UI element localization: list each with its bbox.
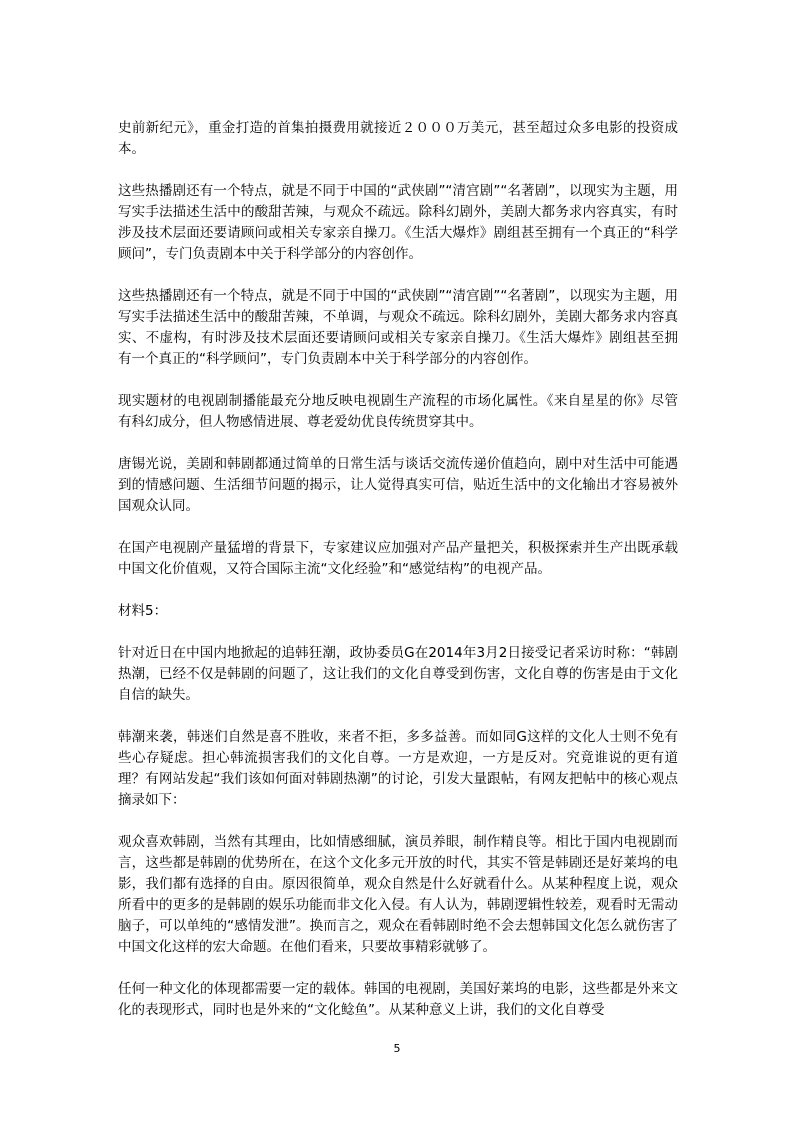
- paragraph: 观众喜欢韩剧，当然有其理由，比如情感细腻，演员养眼，制作精良等。相比于国内电视剧而言，这些都是韩剧的优势所在，在这个文化多元开放的时代，其实不管是韩剧还是好莱坞的电影，我们都有选择的自由。原因很简单，观众自然是什么好就看什么。从某种程度上说，观众所看中的更多的是韩剧的娱乐功能而非文化入侵。有人认为，韩剧逻辑性较差，观看时无需动脑子，可以单纯的“感情发泄”。换而言之，观众在看韩剧时绝不会去想韩国文化怎么就伤害了中国文化这样的宏大命题。在他们看来，只要故事精彩就够了。: [118, 834, 678, 955]
- paragraph: 任何一种文化的体现都需要一定的载体。韩国的电视剧，美国好莱坞的电影，这些都是外来文化的表现形式，同时也是外来的“文化鲶鱼”。从某种意义上讲，我们的文化自尊受: [118, 981, 678, 1018]
- paragraph: 唐锡光说，美剧和韩剧都通过简单的日常生活与谈话交流传递价值趋向，剧中对生活中可能遇到的情感问题、生活细节问题的揭示，让人觉得真实可信，贴近生活中的文化输出才容易被外国观众认同。: [118, 456, 678, 514]
- section-heading: 材料5：: [118, 603, 168, 619]
- paragraph: 现实题材的电视剧制播能最充分地反映电视剧生产流程的市场化属性。《来自星星的你》尽管有科幻成分，但人物感情进展、尊老爱幼优良传统贯穿其中。: [118, 393, 678, 430]
- paragraph: 史前新纪元》，重金打造的首集拍摄费用就接近２０００万美元，甚至超过众多电影的投资成本。: [118, 120, 678, 157]
- paragraph: 在国产电视剧产量猛增的背景下，专家建议应加强对产品产量把关，积极探索并生产出既承载中国文化价值观，又符合国际主流“文化经验”和“感觉结构”的电视产品。: [118, 540, 678, 577]
- paragraph: 这些热播剧还有一个特点，就是不同于中国的“武侠剧”“清宫剧”“名著剧”，以现实为主题，用写实手法描述生活中的酸甜苦辣，不单调，与观众不疏远。除科幻剧外，美剧大都务求内容真实、不虚构，有时涉及技术层面还要请顾问或相关专家亲自操刀。《生活大爆炸》剧组甚至拥有一个真正的“科学顾问”，专门负责剧本中关于科学部分的内容创作。: [118, 288, 678, 367]
- paragraph: 韩潮来袭，韩迷们自然是喜不胜收，来者不拒，多多益善。而如同G这样的文化人士则不免有些心存疑虑。担心韩流损害我们的文化自尊。一方是欢迎，一方是反对。究竟谁说的更有道理？有网站发起“我们该如何面对韩剧热潮”的讨论，引发大量跟帖，有网友把帖中的核心观点摘录如下：: [118, 729, 678, 808]
- paragraph: 针对近日在中国内地掀起的追韩狂潮，政协委员G在2014年3月2日接受记者采访时称：“韩剧热潮，已经不仅是韩剧的问题了，这让我们的文化自尊受到伤害，文化自尊的伤害是由于文化自信的缺失。: [118, 645, 678, 703]
- paragraph: 这些热播剧还有一个特点，就是不同于中国的“武侠剧”“清宫剧”“名著剧”，以现实为主题，用写实手法描述生活中的酸甜苦辣，与观众不疏远。除科幻剧外，美剧大都务求内容真实，有时涉及技术层面还要请顾问或相关专家亲自操刀。《生活大爆炸》剧组甚至拥有一个真正的“科学顾问”，专门负责剧本中关于科学部分的内容创作。: [118, 183, 678, 262]
- document-body: [118, 118, 678, 1042]
- page-number: 5: [393, 1042, 401, 1055]
